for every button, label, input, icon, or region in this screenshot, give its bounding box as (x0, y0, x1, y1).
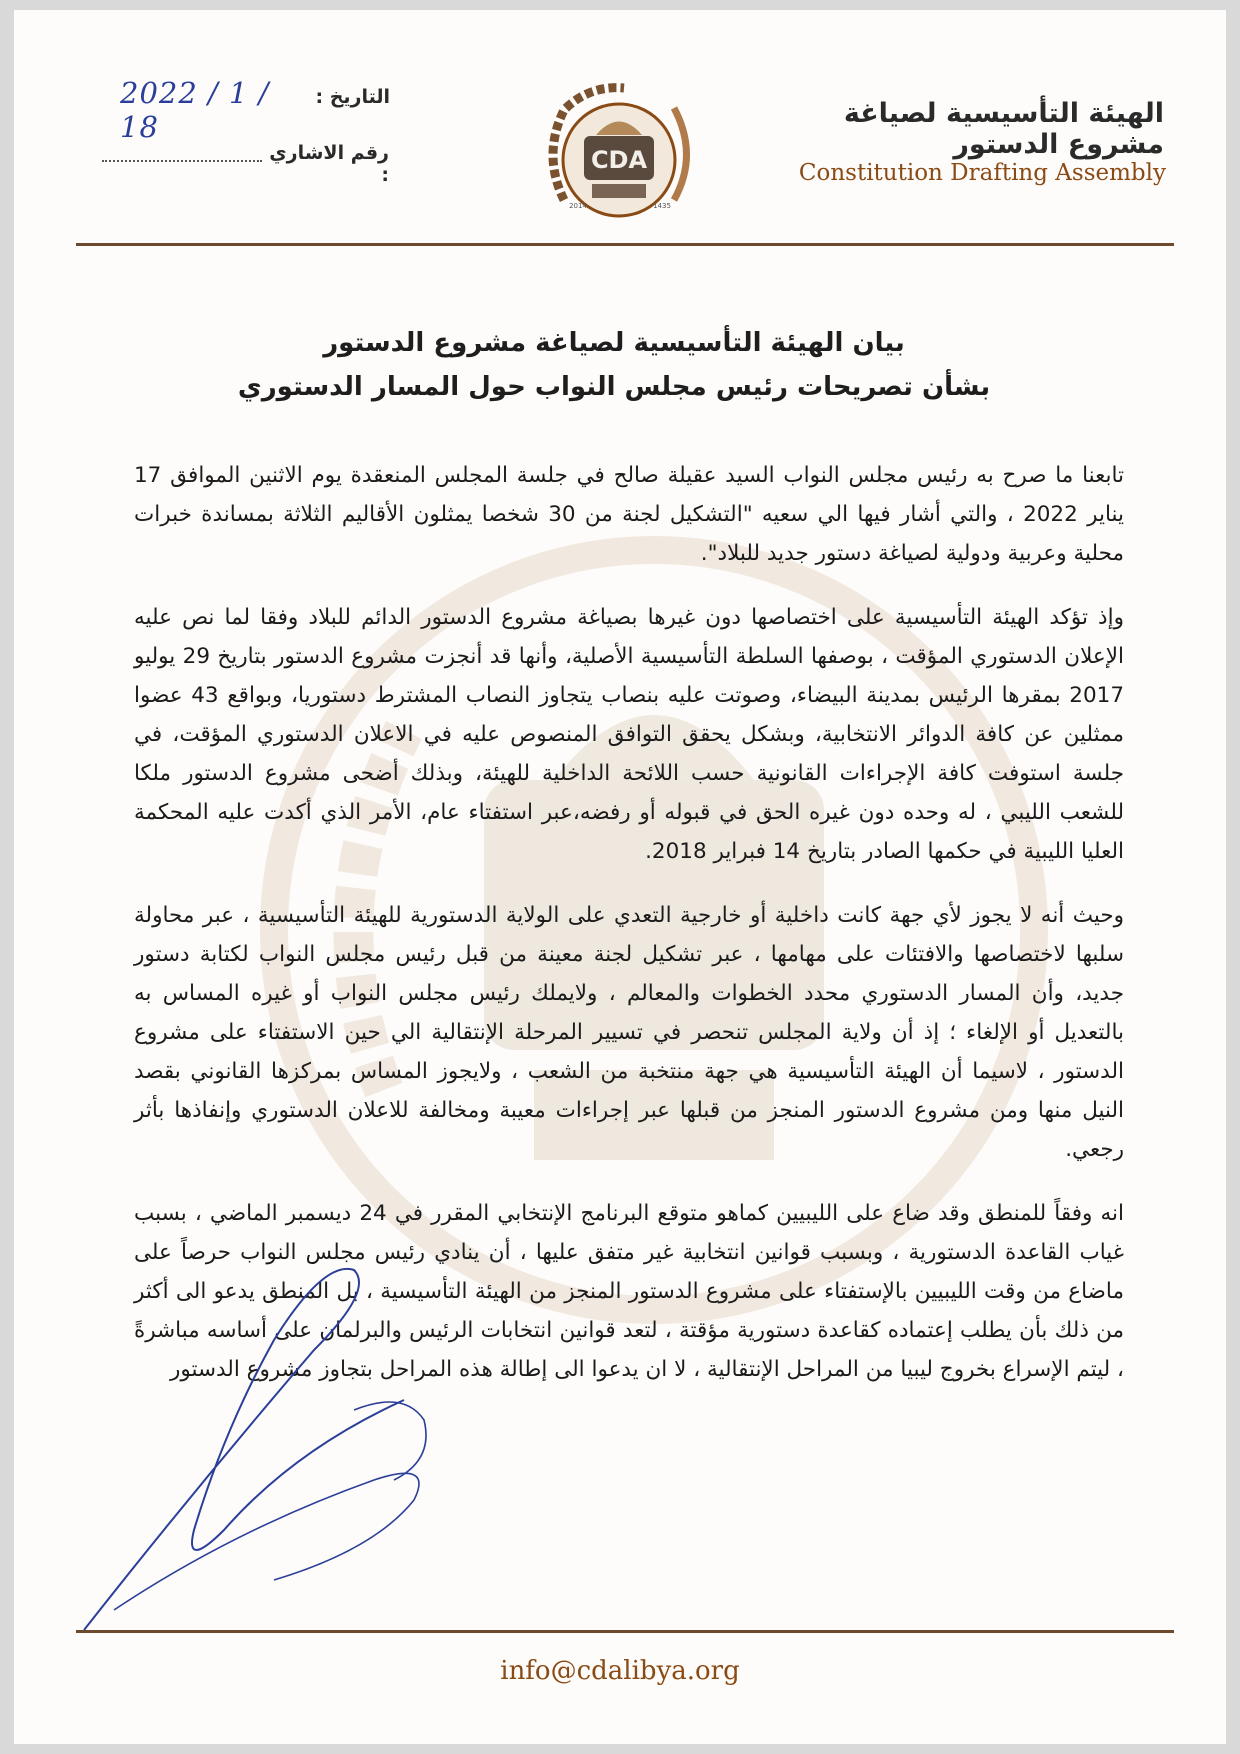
logo-text: CDA (590, 146, 648, 174)
statement-title: بيان الهيئة التأسيسية لصياغة مشروع الدستور (323, 328, 905, 358)
statement-subtitle: بشأن تصريحات رئيس مجلس النواب حول المسار الدستوري (237, 372, 991, 402)
logo-year-right: 1435 (653, 202, 671, 210)
paragraph: وحيث أنه لا يجوز لأي جهة كانت داخلية أو خارجية التعدي على الولاية الدستورية للهيئة التأسيسية ، عبر محاولة سلبها لاختصاصها والافتئات على مهامها ، عبر تشكيل لجنة معينة من قبل رئيس مجلس النواب لكتابة دستور جديد، وأن المسار الدستوري محدد الخطوات والمعالم ، ولايملك رئيس مجلس النواب أو غيره المساس به بالتعديل أو الإلغاء ؛ إذ أن ولاية المجلس تنحصر في تسيير المرحلة الإنتقالية الي حين الاستفتاء على مشروع الدستور ، لاسيما أن الهيئة التأسيسية هي جهة منتخبة من الشعب ، ولايجوز المساس بمركزها القانوني بقصد النيل منها ومن مشروع الدستور المنجز من قبلها عبر إجراءات معيبة ومخالفة للاعلان الدستوري وإنفاذها بأثر رجعي. (134, 903, 1124, 1162)
date-value: 2022 / 1 / 18 (120, 76, 270, 144)
header-divider (76, 243, 1174, 246)
handwritten-signature-icon (74, 1230, 454, 1650)
date-label: التاريخ : (315, 86, 390, 108)
organization-name-english: Constitution Drafting Assembly (798, 160, 1166, 186)
organization-name-arabic: الهيئة التأسيسية لصياغة مشروع الدستور (843, 98, 1164, 160)
letter-page (14, 10, 1226, 1744)
footer-divider (76, 1630, 1174, 1633)
paragraph: وإذ تؤكد الهيئة التأسيسية على اختصاصها دون غيرها بصياغة مشروع الدستور الدائم للبلاد وفقا لما نص عليه الإعلان الدستوري المؤقت ، بوصفها السلطة التأسيسية الأصلية، وأنها قد أنجزت مشروع الدستور بتاريخ 29 يوليو 2017 بمقرها الرئيس بمدينة البيضاء، وصوتت عليه بنصاب يتجاوز النصاب المشترط دستوريا، وبواقع 43 عضوا ممثلين عن كافة الدوائر الانتخابية، وبشكل يحقق التوافق المنصوص عليه في الاعلان الدستوري المؤقت، في جلسة استوفت كافة الإجراءات القانونية حسب اللائحة الداخلية للهيئة، وبذلك أضحى مشروع الدستور ملكا للشعب الليبي ، له وحده دون غيره الحق في قبوله أو رفضه،عبر استفتاء عام، الأمر الذي أكدت عليه المحكمة العليا الليبية في حكمها الصادر بتاريخ 14 فبراير 2018. (134, 605, 1124, 864)
paragraph: انه وفقاً للمنطق وقد ضاع على الليبيين كماهو متوقع البرنامج الإنتخابي المقرر في 24 ديسمبر الماضي ، بسبب غياب القاعدة الدستورية ، وبسبب قوانين انتخابية غير متفق عليها ، أن ينادي رئيس مجلس النواب حرصاً على ماضاع من وقت الليبيين بالإستفتاء على مشروع الدستور المنجز من الهيئة التأسيسية ، بل المنطق يدعو الى أكثر من ذلك بأن يطلب إعتماده كقاعدة دستورية مؤقتة ، لتعد قوانين انتخابات الرئيس والبرلمان على أساسه مباشرةً ، ليتم الإسراع بخروج ليبيا من المراحل الإنتقالية ، لا ان يدعوا الى إطالة هذه المراحل بتجاوز مشروع الدستور (134, 1201, 1124, 1382)
assembly-logo-icon (534, 80, 704, 230)
reference-number-blank (102, 160, 262, 162)
paragraph: تابعنا ما صرح به رئيس مجلس النواب السيد عقيلة صالح في جلسة المجلس المنعقدة يوم الاثنين الموافق 17 يناير 2022 ، والتي أشار فيها الي سعيه "التشكيل لجنة من 30 شخصا يمثلون الأقاليم الثلاثة بمساندة خبرات محلية وعربية ودولية لصياغة دستور جديد للبلاد". (134, 463, 1124, 566)
reference-number-label: رقم الاشاري : (269, 142, 389, 186)
logo-year-left: 2014 (569, 202, 587, 210)
footer-email: info@cdalibya.org (500, 1656, 740, 1686)
